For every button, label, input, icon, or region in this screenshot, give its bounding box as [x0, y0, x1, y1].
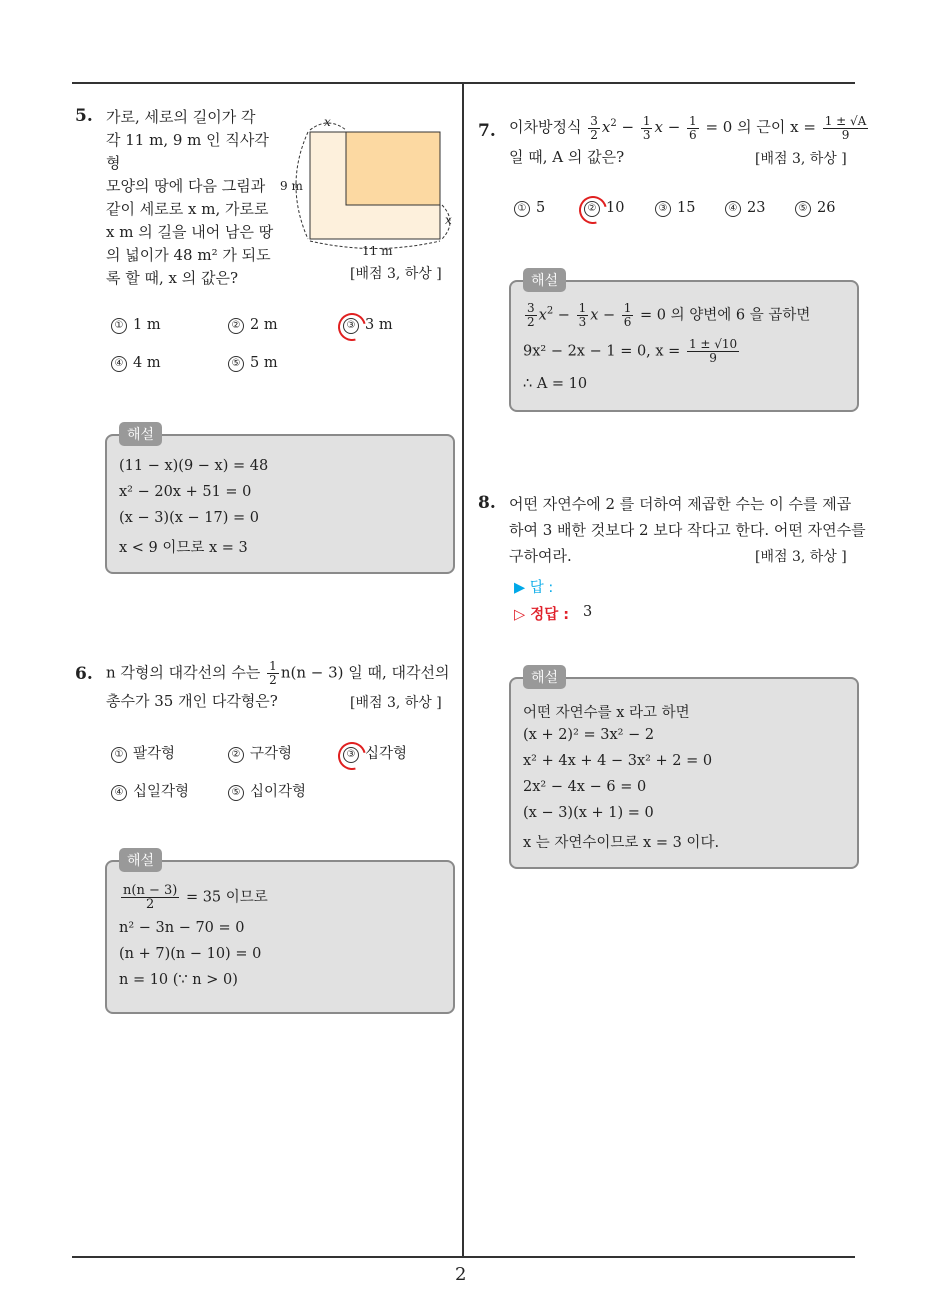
page-number: 2	[455, 1264, 467, 1285]
selected-mark	[574, 191, 612, 229]
explanation-line: n = 10 (∵ n > 0)	[119, 972, 238, 988]
figure-right-label: x	[445, 213, 452, 227]
explanation-line: x < 9 이므로 x = 3	[119, 540, 248, 556]
figure-left-label: 9 m	[280, 179, 303, 193]
q7-score: [배점 3, 하상 ]	[755, 151, 847, 167]
bottom-rule	[72, 1256, 855, 1258]
figure-remaining-area	[346, 132, 440, 205]
explanation-line: $\frac{3}{2}$ $x^2$ − $\frac{1}{3}$ x − $\frac{1}{6}$ = 0 의 양변에 6 을 곱하면	[527, 301, 811, 329]
explanation-tab: 해설	[119, 848, 162, 872]
q5-explanation-box	[105, 427, 455, 574]
explanation-line: 어떤 자연수를 x 라고 하면	[523, 705, 690, 721]
q7-explanation-box	[509, 273, 859, 412]
explanation-line: x² + 4x + 4 − 3x² + 2 = 0	[523, 753, 713, 769]
q5-line: 의 넓이가 48 m² 가 되도	[106, 246, 271, 264]
q5-choice-2[interactable]: ② 2 m	[228, 317, 278, 334]
q5-choice-1[interactable]: ① 1 m	[111, 317, 161, 334]
q6-choice-4[interactable]: ④ 십일각형	[111, 780, 189, 801]
q7-choice-2[interactable]: ② 10	[584, 200, 624, 217]
q6-choice-3[interactable]: ③ 십각형	[343, 742, 407, 763]
q5-line: 같이 세로로 x m, 가로로	[106, 200, 269, 218]
question-5-text	[106, 106, 276, 290]
q7-choice-4[interactable]: ④ 23	[725, 200, 765, 217]
question-5-number: 5.	[75, 106, 93, 126]
q5-line: 모양의 땅에 다음 그림과	[106, 177, 266, 195]
explanation-line: (n + 7)(n − 10) = 0	[119, 946, 262, 962]
q5-line: x m 의 길을 내어 남은 땅	[106, 223, 274, 241]
q5-line: 각 11 m, 9 m 인 직사각형	[106, 131, 269, 172]
explanation-line: ∴ A = 10	[523, 376, 588, 392]
explanation-tab: 해설	[119, 422, 162, 446]
figure-top-label: x	[324, 115, 331, 129]
column-divider	[462, 83, 464, 1257]
q6-choice-5[interactable]: ⑤ 십이각형	[228, 780, 306, 801]
explanation-tab: 해설	[523, 268, 566, 292]
figure-bottom-label: 11 m	[362, 244, 393, 258]
explanation-line: (x + 2)² = 3x² − 2	[523, 727, 655, 743]
q8-correct-label: ▷ 정답 :	[514, 607, 570, 623]
selected-mark	[333, 737, 371, 775]
q6-choice-2[interactable]: ② 구각형	[228, 742, 292, 763]
explanation-line: (x − 3)(x − 17) = 0	[119, 510, 259, 526]
q8-explanation-box	[509, 670, 859, 869]
q6-choice-1[interactable]: ① 팔각형	[111, 742, 175, 763]
question-6-line2: 총수가 35 개인 다각형은?	[106, 692, 278, 710]
explanation-line: x² − 20x + 51 = 0	[119, 484, 252, 500]
q8-line: 구하여라.	[509, 547, 572, 565]
explanation-tab: 해설	[523, 665, 566, 689]
q8-answer-input[interactable]	[580, 576, 780, 594]
question-8-number: 8.	[478, 493, 496, 513]
q7-choice-1[interactable]: ① 5	[514, 200, 545, 217]
explanation-line: 2x² − 4x − 6 = 0	[523, 779, 647, 795]
q8-line: 하여 3 배한 것보다 2 보다 작다고 한다. 어떤 자연수를	[509, 521, 866, 539]
selected-mark	[333, 308, 371, 346]
q5-choice-4[interactable]: ④ 4 m	[111, 355, 161, 372]
q8-correct-value: 3	[583, 604, 593, 620]
q5-line: 가로, 세로의 길이가 각	[106, 108, 256, 126]
top-rule	[72, 82, 855, 84]
q5-line: 록 할 때, x 의 값은?	[106, 269, 239, 287]
q8-line: 어떤 자연수에 2 를 더하여 제곱한 수는 이 수를 제곱	[509, 495, 852, 513]
q5-figure	[278, 110, 458, 260]
explanation-line: $\frac{n(n - 3)}{2}$ = 35 이므로	[123, 883, 268, 912]
q5-choice-5[interactable]: ⑤ 5 m	[228, 355, 278, 372]
q6-score: [배점 3, 하상 ]	[350, 695, 442, 711]
explanation-line: (11 − x)(9 − x) = 48	[119, 458, 269, 474]
explanation-line: 9x² − 2x − 1 = 0, x = $\frac{1 \pm √10}{9}$	[523, 337, 738, 365]
q5-choice-3[interactable]: ③ 3 m	[343, 317, 393, 334]
explanation-line: x 는 자연수이므로 x = 3 이다.	[523, 835, 720, 851]
explanation-line: n² − 3n − 70 = 0	[119, 920, 245, 936]
explanation-line: (x − 3)(x + 1) = 0	[523, 805, 654, 821]
question-7-number: 7.	[478, 121, 496, 141]
question-6-number: 6.	[75, 664, 93, 684]
question-7-line1: 이차방정식 $\frac{3}{2}$ $x^2$ − $\frac{1}{3}$ x − $\frac{1}{6}$ = 0 의 근이 x = $\frac{1 \pm √A}{9}$	[509, 113, 867, 142]
q5-score: [배점 3, 하상 ]	[350, 266, 442, 282]
q8-score: [배점 3, 하상 ]	[755, 549, 847, 565]
question-6-line1: n 각형의 대각선의 수는 $\frac{1}{2}$ n(n − 3) 일 때, 대각선의	[106, 659, 450, 687]
q8-answer-label: ▶ 답 :	[514, 580, 554, 596]
question-7-line2: 일 때, A 의 값은?	[509, 148, 625, 166]
q7-choice-3[interactable]: ③ 15	[655, 200, 695, 217]
q7-choice-5[interactable]: ⑤ 26	[795, 200, 835, 217]
q6-explanation-box	[105, 853, 455, 1014]
